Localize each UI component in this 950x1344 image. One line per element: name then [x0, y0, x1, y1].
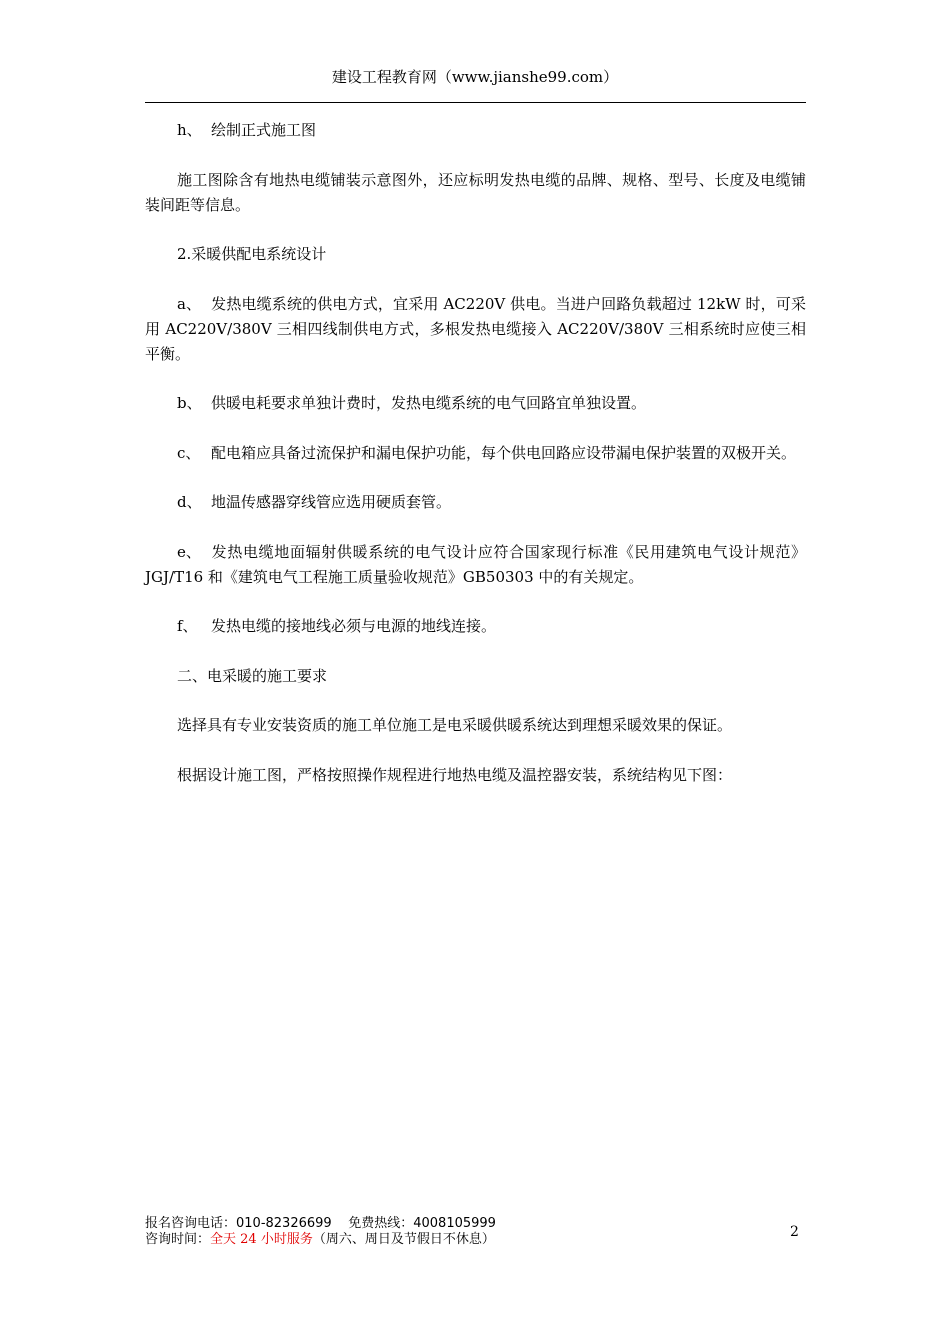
paragraph-installation — [145, 763, 806, 788]
paragraph-text: 根据设计施工图，严格按照操作规程进行地热电缆及温控器安装，系统结构见下图： — [177, 765, 733, 784]
section-heading-construction — [145, 664, 806, 689]
paragraph-e — [145, 540, 806, 590]
paragraph-text: 供暖电耗要求单独计费时，发热电缆系统的电气回路宜单独设置。 — [211, 394, 647, 412]
paragraph-d — [145, 490, 806, 515]
paragraph-text: 配电箱应具备过流保护和漏电保护功能，每个供电回路应设带漏电保护装置的双极开关。 — [211, 443, 797, 462]
page-footer — [145, 1216, 496, 1248]
paragraph-text: 发热电缆地面辐射供暖系统的电气设计应符合国家现行标准《民用建筑电气设计规范》JGJ/T16 和《建筑电气工程施工质量验收规范》GB50303 中的有关规定。 — [145, 542, 806, 586]
hotline-number: 4008105999 — [413, 1216, 496, 1231]
paragraph-a — [145, 292, 806, 367]
section-heading-power-design — [145, 242, 806, 267]
hours-note: （周六、周日及节假日不休息） — [312, 1232, 495, 1247]
paragraph-text: 2.采暖供配电系统设计 — [177, 245, 327, 263]
paragraph-text: 施工图除含有地热电缆铺装示意图外，还应标明发热电缆的品牌、规格、型号、长度及电缆铺装间距等信息。 — [145, 170, 806, 214]
hotline-label: 免费热线： — [348, 1216, 414, 1231]
list-marker: d、 — [177, 493, 202, 511]
paragraph-text: 选择具有专业安装资质的施工单位施工是电采暖供暖系统达到理想采暖效果的保证。 — [177, 716, 733, 734]
list-marker: c、 — [177, 443, 201, 462]
footer-contact-line — [145, 1216, 496, 1232]
paragraph-text: 二、电采暖的施工要求 — [177, 666, 328, 685]
paragraph-text: 绘制正式施工图 — [211, 121, 317, 139]
phone-label: 报名咨询电话： — [145, 1216, 237, 1231]
list-marker: f、 — [177, 617, 198, 635]
list-marker: e、 — [177, 542, 201, 561]
document-body — [145, 118, 806, 812]
paragraph-contractor — [145, 713, 806, 738]
page-header: 建设工程教育网（www.jianshe99.com） — [331, 68, 619, 86]
paragraph-text: 发热电缆系统的供电方式，宜采用 AC220V 供电。当进户回路负载超过 12kW 时，可采用 AC220V/380V 三相四线制供电方式，多根发热电缆接入 AC220V/380V 三相系统时应使三相平衡。 — [145, 294, 806, 363]
footer-hours-line — [145, 1232, 496, 1248]
list-marker: a、 — [177, 294, 201, 313]
paragraph-text: 发热电缆的接地线必须与电源的地线连接。 — [211, 617, 497, 635]
page-number: 2 — [790, 1224, 799, 1240]
paragraph-c — [145, 441, 806, 466]
hours-highlight: 全天 24 小时服务 — [210, 1232, 313, 1247]
phone-number: 010-82326699 — [236, 1216, 332, 1231]
header-rule — [145, 102, 806, 103]
paragraph-construction-drawing — [145, 168, 806, 218]
list-marker: b、 — [177, 394, 202, 412]
paragraph-h — [145, 118, 806, 143]
hours-label: 咨询时间： — [145, 1232, 211, 1247]
paragraph-f — [145, 614, 806, 639]
paragraph-text: 地温传感器穿线管应选用硬质套管。 — [211, 493, 452, 511]
list-marker: h、 — [177, 121, 202, 139]
paragraph-b — [145, 391, 806, 416]
